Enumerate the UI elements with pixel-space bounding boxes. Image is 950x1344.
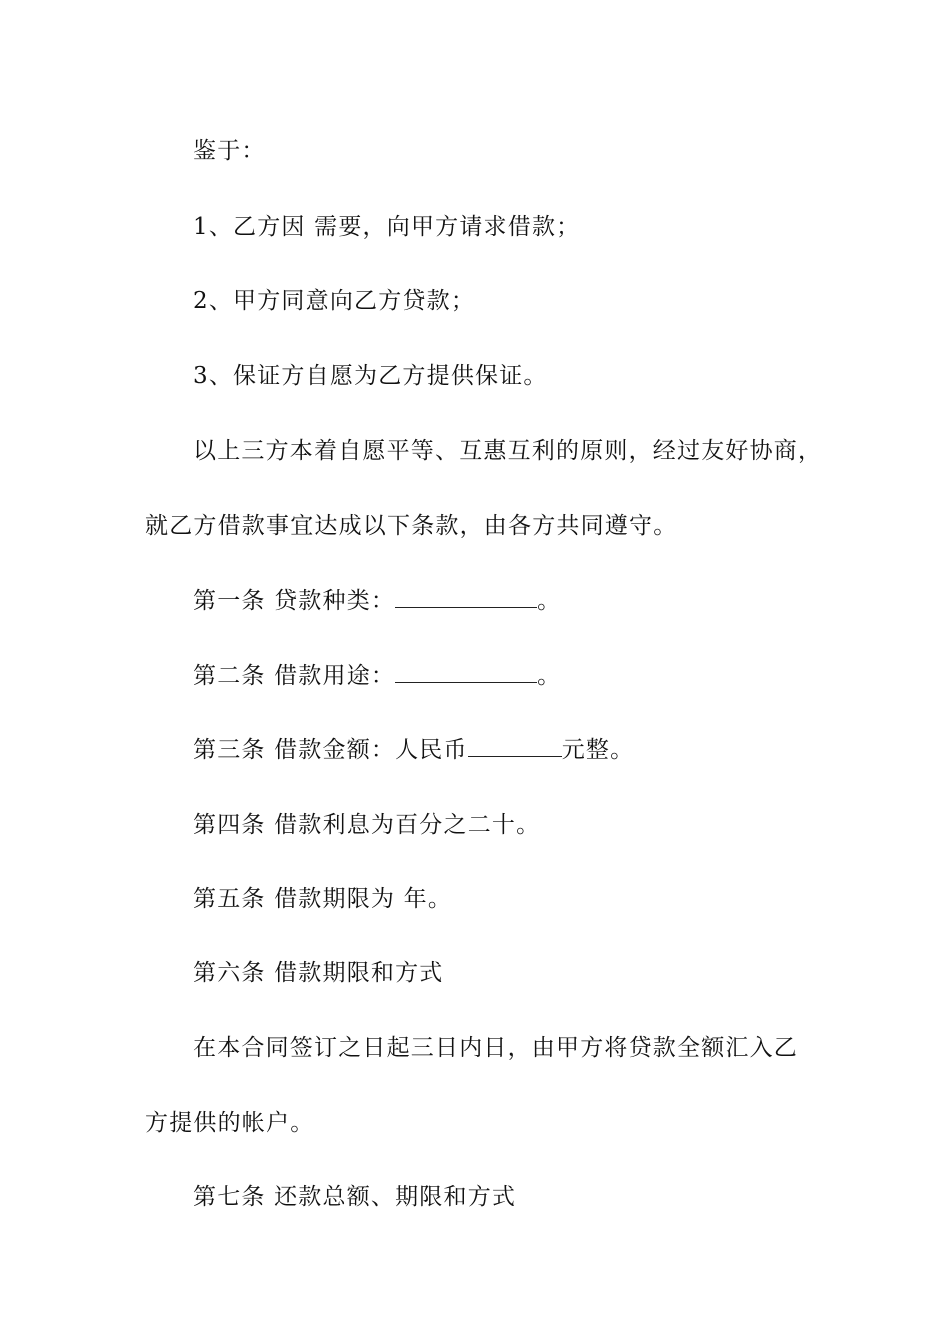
doc-line-article-6	[0, 953, 950, 993]
recital-2: 2、甲方同意向乙方贷款；	[193, 288, 476, 314]
recital-3: 3、保证方自愿为乙方提供保证。	[193, 363, 548, 389]
preamble-text-2: 就乙方借款事宜达成以下条款，由各方共同遵守。	[145, 513, 678, 539]
article-3-text: 第三条 借款金额：人民币	[193, 737, 468, 763]
article-6-body-2: 方提供的帐户。	[145, 1110, 315, 1136]
preamble-text-1: 以上三方本着自愿平等、互惠互利的原则，经过友好协商，	[193, 438, 823, 464]
doc-line-article-3	[0, 730, 950, 770]
doc-line-preamble-2	[0, 506, 950, 546]
doc-line-whereas	[0, 131, 950, 171]
article-5-text: 第五条 借款期限为 年。	[193, 886, 453, 912]
doc-line-article-7	[0, 1177, 950, 1217]
article-7-heading: 第七条 还款总额、期限和方式	[193, 1184, 517, 1210]
recital-1: 1、乙方因 需要，向甲方请求借款；	[193, 214, 581, 240]
doc-line-article-6-body-1	[0, 1028, 950, 1068]
loan-type-blank[interactable]	[395, 581, 537, 608]
article-4-text: 第四条 借款利息为百分之二十。	[193, 812, 541, 838]
article-2-text: 第二条 借款用途：	[193, 663, 396, 689]
article-6-heading: 第六条 借款期限和方式	[193, 960, 444, 986]
doc-line-article-4	[0, 805, 950, 845]
article-1-end: 。	[537, 588, 562, 614]
doc-line-article-5	[0, 879, 950, 919]
doc-line-article-2	[0, 656, 950, 696]
article-1-text: 第一条 贷款种类：	[193, 588, 396, 614]
doc-line-article-6-body-2	[0, 1103, 950, 1143]
loan-purpose-blank[interactable]	[395, 656, 537, 683]
article-6-body-1: 在本合同签订之日起三日内日，由甲方将贷款全额汇入乙	[193, 1035, 798, 1061]
loan-amount-blank[interactable]	[468, 730, 562, 757]
doc-line-recital-1	[0, 207, 950, 247]
article-2-end: 。	[537, 663, 562, 689]
doc-line-recital-2	[0, 281, 950, 321]
article-3-unit: 元整。	[561, 737, 635, 763]
doc-line-preamble-1	[0, 431, 950, 471]
doc-line-article-1	[0, 581, 950, 621]
doc-line-recital-3	[0, 356, 950, 396]
whereas-heading: 鉴于：	[193, 138, 266, 164]
